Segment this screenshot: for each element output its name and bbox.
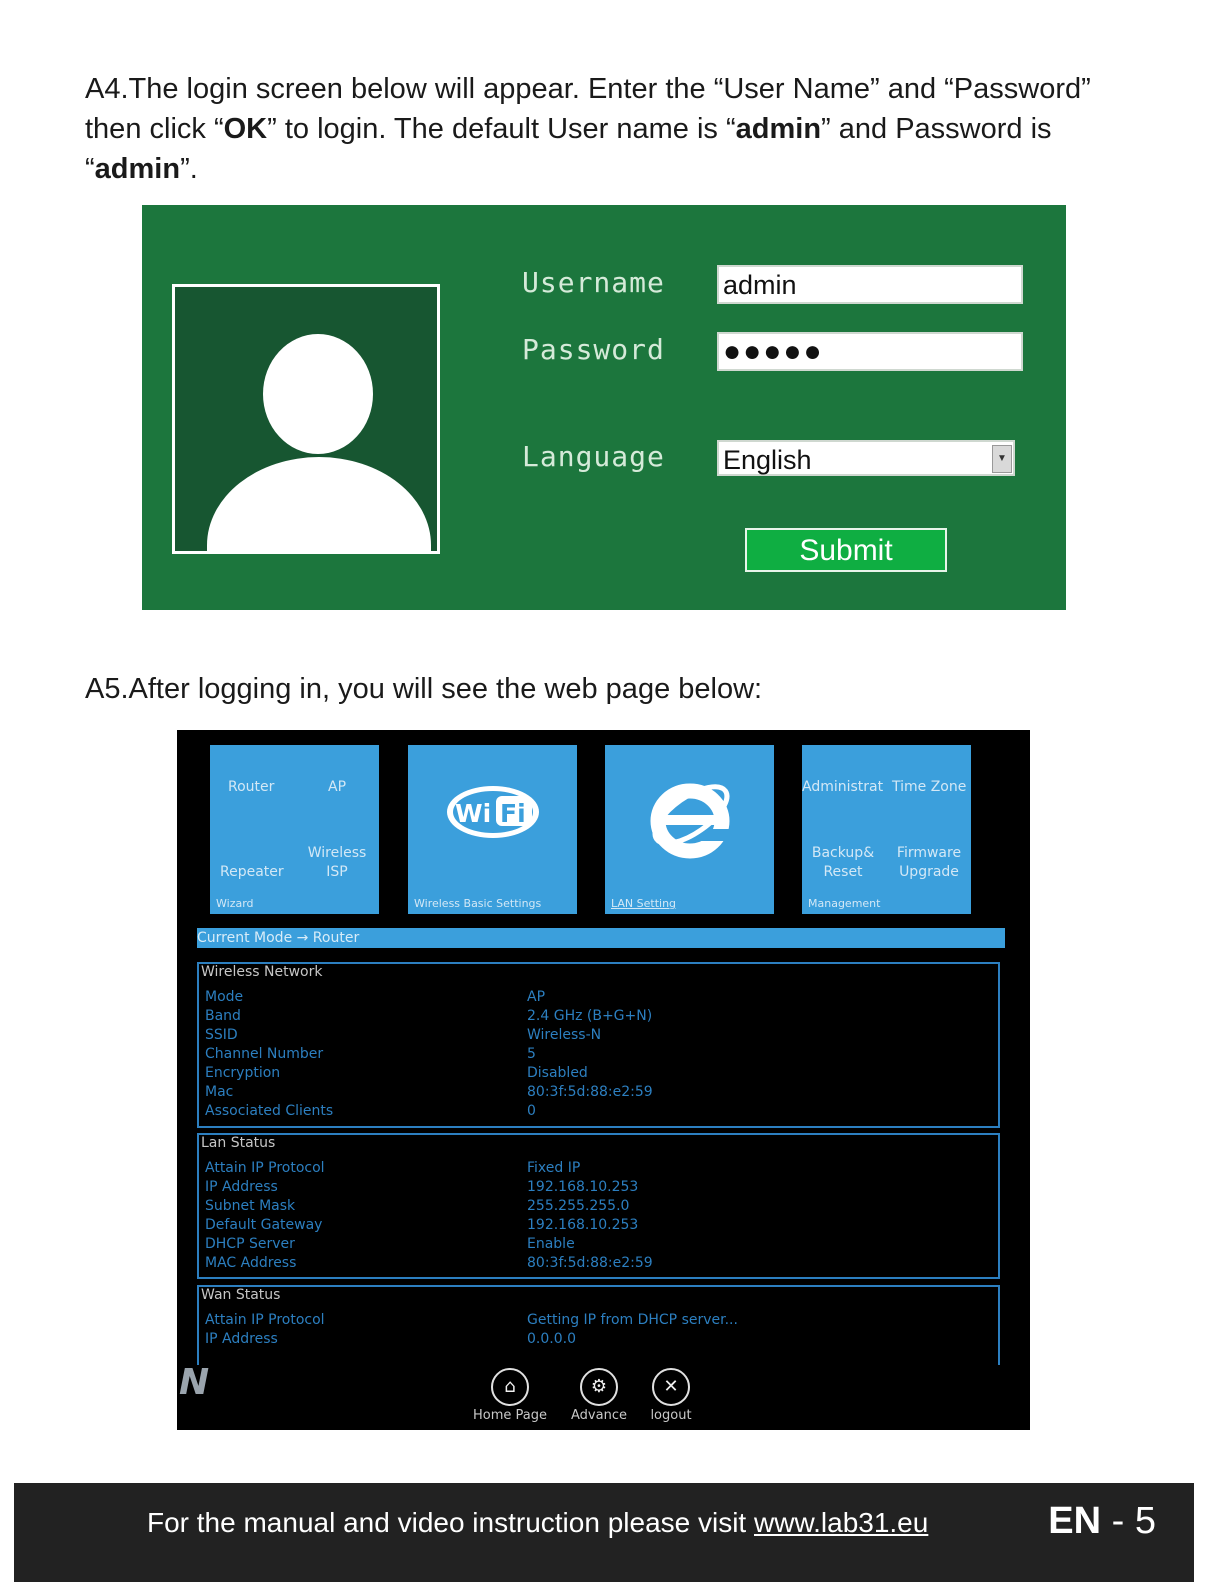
tile-item-administrator[interactable]: Administrat xyxy=(802,779,884,795)
submit-button[interactable]: Submit xyxy=(745,528,947,572)
wifi-logo-left: Wi xyxy=(455,799,492,828)
footer-instruction: For the manual and video instruction please visit xyxy=(147,1507,754,1538)
info-value: AP xyxy=(527,989,546,1005)
info-row xyxy=(205,1197,985,1216)
language-select[interactable] xyxy=(717,440,1015,476)
info-key: Subnet Mask xyxy=(205,1198,296,1214)
wifi-logo-right: Fi xyxy=(500,799,526,828)
info-value: 192.168.10.253 xyxy=(527,1217,639,1233)
info-key: Encryption xyxy=(205,1065,281,1081)
info-value: 255.255.255.0 xyxy=(527,1198,630,1214)
info-value: 80:3f:5d:88:e2:59 xyxy=(527,1255,653,1271)
info-value: 2.4 GHz (B+G+N) xyxy=(527,1008,653,1024)
info-rows xyxy=(205,1159,985,1273)
advance-label: Advance xyxy=(571,1408,627,1423)
language-value: English xyxy=(723,445,812,475)
language-code: EN xyxy=(1048,1500,1102,1542)
info-row xyxy=(205,1064,985,1083)
info-key: Default Gateway xyxy=(205,1217,323,1233)
avatar-head xyxy=(263,334,373,454)
info-value: 80:3f:5d:88:e2:59 xyxy=(527,1084,653,1100)
info-key: Band xyxy=(205,1008,241,1024)
info-row xyxy=(205,1330,985,1349)
wan-status-section xyxy=(197,1285,1000,1365)
tile-caption-lan: LAN Setting xyxy=(611,897,677,910)
ok-emphasis: OK xyxy=(223,113,268,145)
brand-logo: N xyxy=(179,1362,210,1403)
section-title: Wan Status xyxy=(201,1287,281,1303)
router-dashboard xyxy=(177,730,1030,1430)
instruction-text: ” to login. The default User name is “ xyxy=(267,113,736,145)
instruction-a4 xyxy=(85,69,1145,189)
website-link[interactable]: www.lab31.eu xyxy=(754,1507,929,1538)
info-row xyxy=(205,1083,985,1102)
tile-caption-wireless: Wireless Basic Settings xyxy=(414,897,542,910)
info-row xyxy=(205,1007,985,1026)
password-label: Password xyxy=(522,333,665,366)
info-value: Wireless-N xyxy=(527,1027,602,1043)
info-value: Fixed IP xyxy=(527,1160,581,1176)
tile-item-ap[interactable]: AP xyxy=(328,779,347,795)
info-row xyxy=(205,1026,985,1045)
password-input[interactable]: ●●●●● xyxy=(717,332,1023,371)
info-key: IP Address xyxy=(205,1331,278,1347)
wifi-icon xyxy=(444,780,542,840)
logout-label: logout xyxy=(650,1408,692,1423)
default-username: admin xyxy=(735,113,822,145)
info-key: Mode xyxy=(205,989,244,1005)
info-row xyxy=(205,1045,985,1064)
info-row xyxy=(205,988,985,1007)
user-avatar-icon xyxy=(172,284,440,554)
management-tile[interactable] xyxy=(802,745,971,914)
default-password: admin xyxy=(94,153,181,185)
wizard-tile[interactable] xyxy=(210,745,379,914)
info-key: Mac xyxy=(205,1084,234,1100)
tile-item-time-zone[interactable]: Time Zone xyxy=(892,779,967,795)
section-title: Wireless Network xyxy=(201,964,323,980)
info-key: SSID xyxy=(205,1027,238,1043)
info-key: MAC Address xyxy=(205,1255,297,1271)
logout-button[interactable] xyxy=(643,1368,699,1423)
advance-button[interactable] xyxy=(567,1368,631,1423)
wireless-network-section xyxy=(197,962,1000,1128)
info-value: 0 xyxy=(527,1103,536,1119)
current-mode-bar: Current Mode → Router xyxy=(197,928,1005,948)
lan-status-section xyxy=(197,1133,1000,1279)
info-value: 5 xyxy=(527,1046,536,1062)
info-key: IP Address xyxy=(205,1179,278,1195)
language-label: Language xyxy=(522,440,665,473)
instruction-a5: A5.After logging in, you will see the web page below: xyxy=(85,673,763,705)
page-number-value: - 5 xyxy=(1101,1500,1156,1542)
lan-tile[interactable] xyxy=(605,745,774,914)
info-value: Disabled xyxy=(527,1065,588,1081)
tile-caption-wizard: Wizard xyxy=(216,897,254,910)
tile-item-repeater[interactable]: Repeater xyxy=(220,864,284,880)
tile-item-backup-reset[interactable]: Backup& Reset xyxy=(811,845,875,880)
instruction-text: ” and Password is “ xyxy=(85,113,1052,185)
info-value: Getting IP from DHCP server... xyxy=(527,1312,738,1328)
footer-text xyxy=(147,1507,928,1539)
wireless-tile[interactable] xyxy=(408,745,577,914)
home-page-button[interactable] xyxy=(469,1368,551,1423)
info-value: 0.0.0.0 xyxy=(527,1331,576,1347)
info-row xyxy=(205,1235,985,1254)
info-key: DHCP Server xyxy=(205,1236,295,1252)
home-icon[interactable]: ⌂ xyxy=(491,1368,529,1406)
username-label: Username xyxy=(522,266,665,299)
home-page-label: Home Page xyxy=(473,1408,547,1423)
info-row xyxy=(205,1159,985,1178)
section-title: Lan Status xyxy=(201,1135,276,1151)
info-key: Attain IP Protocol xyxy=(205,1312,325,1328)
tile-item-firmware-upgrade[interactable]: Firmware Upgrade xyxy=(896,845,962,880)
info-value: Enable xyxy=(527,1236,575,1252)
info-row xyxy=(205,1178,985,1197)
tile-item-router[interactable]: Router xyxy=(228,779,275,795)
info-rows xyxy=(205,1311,985,1349)
info-row xyxy=(205,1254,985,1273)
dropdown-arrow-icon[interactable]: ▼ xyxy=(992,445,1012,473)
login-screen xyxy=(142,205,1066,610)
instruction-text: A4.The login screen below will appear. Enter the “User Name” and “Password” then click “ xyxy=(85,73,1091,145)
info-rows xyxy=(205,988,985,1121)
internet-explorer-icon xyxy=(645,767,735,863)
gear-icon[interactable]: ⚙ xyxy=(580,1368,618,1406)
info-key: Channel Number xyxy=(205,1046,324,1062)
instruction-text: ”. xyxy=(180,153,198,185)
page-number xyxy=(1048,1500,1156,1543)
info-value: 192.168.10.253 xyxy=(527,1179,639,1195)
username-input[interactable]: admin xyxy=(717,265,1023,304)
tile-item-wireless-isp[interactable]: Wireless ISP xyxy=(307,845,367,880)
info-row xyxy=(205,1102,985,1121)
page-footer xyxy=(14,1483,1194,1582)
info-key: Associated Clients xyxy=(205,1103,334,1119)
info-row xyxy=(205,1216,985,1235)
tile-caption-management: Management xyxy=(808,897,881,910)
avatar-body xyxy=(207,457,431,554)
info-row xyxy=(205,1311,985,1330)
info-key: Attain IP Protocol xyxy=(205,1160,325,1176)
close-icon[interactable]: ✕ xyxy=(652,1368,690,1406)
